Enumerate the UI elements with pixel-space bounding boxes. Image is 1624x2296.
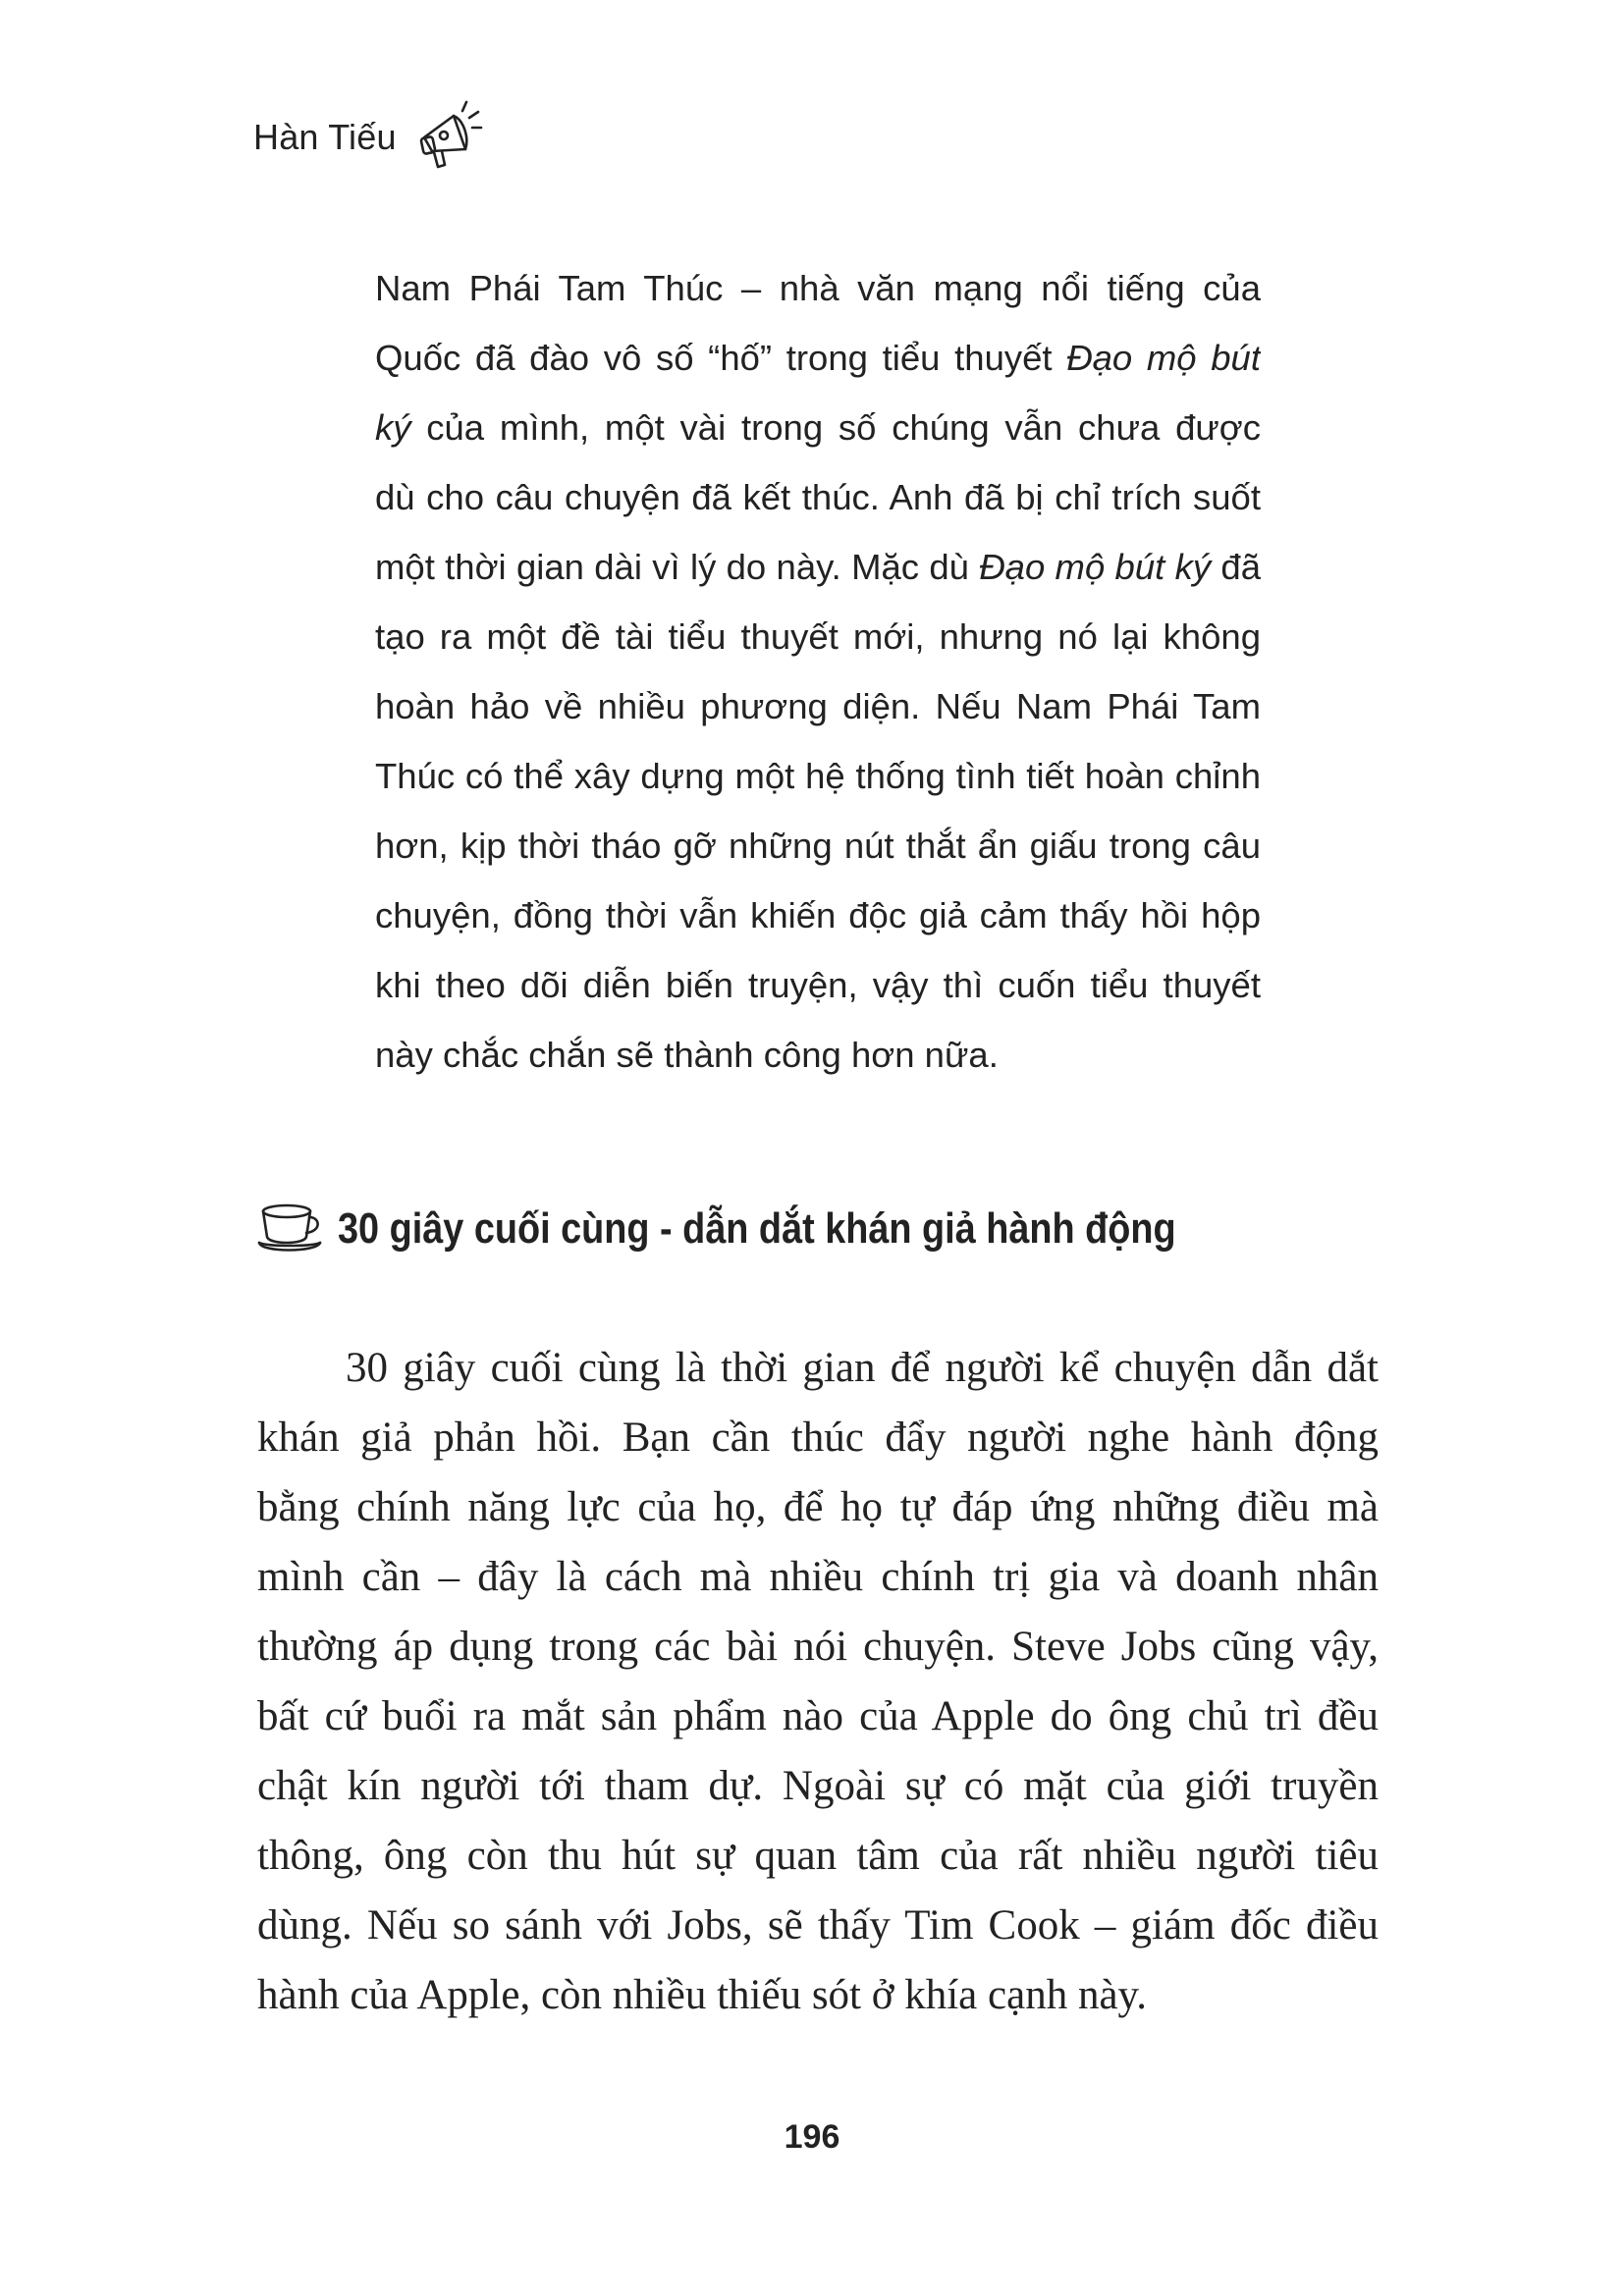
boxed-paragraph bbox=[375, 253, 1261, 1090]
boxed-paragraph-line bbox=[375, 811, 1261, 881]
main-paragraph-line: bằng chính năng lực của họ, để họ tự đáp ứng những điều mà bbox=[257, 1484, 1379, 1530]
cup-icon bbox=[257, 1200, 324, 1258]
main-paragraph-line: thông, ông còn thu hút sự quan tâm của rất nhiều người tiêu bbox=[257, 1833, 1379, 1879]
text-run: Nam Phái Tam Thúc – nhà văn mạng nổi tiếng của bbox=[375, 268, 1261, 308]
header-author: Hàn Tiếu bbox=[253, 117, 397, 157]
boxed-paragraph-line bbox=[375, 323, 1261, 393]
text-run: chuyện, đồng thời vẫn khiến độc giả cảm thấy hồi hộp bbox=[375, 895, 1261, 935]
main-paragraph-line: bất cứ buổi ra mắt sản phẩm nào của Apple do ông chủ trì đều bbox=[257, 1693, 1379, 1739]
boxed-paragraph-line bbox=[375, 881, 1261, 950]
text-run: tạo ra một đề tài tiểu thuyết mới, nhưng nó lại không bbox=[375, 616, 1261, 657]
main-paragraph-line: thường áp dụng trong các bài nói chuyện. Steve Jobs cũng vậy, bbox=[257, 1624, 1379, 1670]
section-heading bbox=[257, 1200, 1313, 1258]
main-paragraph-line: khán giả phản hồi. Bạn cần thúc đẩy người nghe hành động bbox=[257, 1415, 1379, 1461]
boxed-paragraph-line bbox=[375, 602, 1261, 671]
main-paragraph-line: hành của Apple, còn nhiều thiếu sót ở khía cạnh này. bbox=[257, 1972, 1147, 2018]
main-paragraph bbox=[257, 1333, 1379, 2030]
boxed-paragraph-line bbox=[375, 671, 1261, 741]
text-run: một thời gian dài vì lý do này. Mặc dù bbox=[375, 547, 980, 587]
text-run: hoàn hảo về nhiều phương diện. Nếu Nam Phái Tam bbox=[375, 686, 1261, 726]
boxed-paragraph-line bbox=[375, 950, 1261, 1020]
main-paragraph-line: dùng. Nếu so sánh với Jobs, sẽ thấy Tim Cook – giám đốc điều bbox=[257, 1902, 1379, 1949]
text-run: dù cho câu chuyện đã kết thúc. Anh đã bị chỉ trích suốt bbox=[375, 477, 1261, 517]
boxed-paragraph-line bbox=[375, 1020, 1261, 1090]
boxed-paragraph-line bbox=[375, 532, 1261, 602]
text-run: của mình, một vài trong số chúng vẫn chưa được bbox=[426, 407, 1261, 448]
text-run: khi theo dõi diễn biến truyện, vậy thì cuốn tiểu thuyết bbox=[375, 965, 1261, 1005]
book-title: Đạo mộ bút ký bbox=[979, 547, 1212, 587]
boxed-paragraph-line bbox=[375, 741, 1261, 811]
text-run: đã bbox=[1211, 547, 1261, 587]
book-title: Đạo mộ bút bbox=[1066, 338, 1261, 378]
running-header bbox=[253, 98, 483, 177]
megaphone-icon bbox=[414, 98, 483, 177]
boxed-paragraph-line bbox=[375, 462, 1261, 532]
main-paragraph-line: chật kín người tới tham dự. Ngoài sự có mặt của giới truyền bbox=[257, 1763, 1379, 1809]
boxed-paragraph-line bbox=[375, 393, 1261, 462]
text-run: Thúc có thể xây dựng một hệ thống tình tiết hoàn chỉnh bbox=[375, 756, 1261, 796]
boxed-paragraph-line bbox=[375, 253, 1261, 323]
section-heading-text: 30 giây cuối cùng - dẫn dắt khán giả hành động bbox=[338, 1204, 1176, 1253]
book-title: ký bbox=[375, 407, 411, 448]
text-run: Quốc đã đào vô số “hố” trong tiểu thuyết bbox=[375, 338, 1067, 378]
text-run: hơn, kịp thời tháo gỡ những nút thắt ẩn giấu trong câu bbox=[375, 826, 1261, 866]
text-run: này chắc chắn sẽ thành công hơn nữa. bbox=[375, 1035, 999, 1075]
page-number: 196 bbox=[784, 2118, 840, 2156]
main-paragraph-line: mình cần – đây là cách mà nhiều chính trị gia và doanh nhân bbox=[257, 1554, 1379, 1600]
main-paragraph-line: 30 giây cuối cùng là thời gian để người kể chuyện dẫn dắt bbox=[346, 1345, 1379, 1391]
